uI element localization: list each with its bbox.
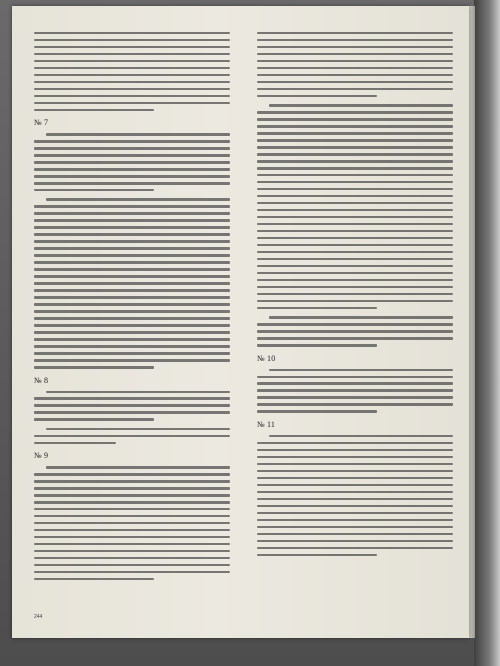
text-line (34, 442, 116, 444)
text-line (46, 133, 230, 135)
text-line (34, 404, 230, 406)
text-line (34, 147, 230, 149)
text-line (257, 389, 453, 391)
paragraph (34, 198, 230, 368)
text-line (34, 88, 230, 90)
text-line (257, 512, 453, 514)
text-line (257, 53, 453, 55)
text-line (46, 466, 230, 468)
text-line (257, 81, 453, 83)
text-line (34, 480, 230, 482)
text-line (257, 330, 453, 332)
text-line (34, 397, 230, 399)
text-line (34, 494, 230, 496)
paragraph (257, 104, 453, 309)
text-line (257, 223, 453, 225)
text-line (257, 67, 453, 69)
paragraph (34, 428, 230, 444)
text-line (269, 435, 453, 437)
text-line (34, 345, 230, 347)
text-line (34, 522, 230, 524)
text-line (46, 391, 230, 393)
text-line (257, 376, 453, 378)
text-line (46, 198, 230, 200)
text-line (34, 168, 230, 170)
text-line (257, 95, 377, 97)
text-line (257, 449, 453, 451)
text-line (257, 403, 453, 405)
text-line (34, 95, 230, 97)
text-line (269, 104, 453, 106)
text-line (257, 337, 453, 339)
text-line (34, 508, 230, 510)
text-line (257, 344, 377, 346)
text-line (257, 484, 453, 486)
left-text-column (34, 32, 230, 622)
text-line (257, 382, 453, 384)
text-section (34, 32, 230, 111)
text-line (269, 316, 453, 318)
text-line (257, 307, 377, 309)
text-line (34, 182, 230, 184)
text-line (257, 463, 453, 465)
text-line (257, 188, 453, 190)
text-line (34, 175, 230, 177)
text-line (34, 219, 230, 221)
text-line (257, 286, 453, 288)
text-line (257, 125, 453, 127)
text-line (257, 279, 453, 281)
text-line (34, 331, 230, 333)
text-line (257, 526, 453, 528)
text-line (34, 247, 230, 249)
text-line (34, 254, 230, 256)
text-section (34, 451, 230, 580)
text-line (257, 74, 453, 76)
text-line (34, 205, 230, 207)
section-number: № 10 (257, 353, 276, 363)
text-line (34, 102, 230, 104)
section-number: № 7 (34, 118, 49, 128)
text-section (257, 354, 453, 413)
text-line (257, 442, 453, 444)
text-line (257, 209, 453, 211)
text-line (257, 181, 453, 183)
text-line (34, 352, 230, 354)
text-line (257, 46, 453, 48)
text-line (34, 189, 154, 191)
text-line (34, 39, 230, 41)
section-number: № 8 (34, 375, 49, 385)
paragraph (257, 369, 453, 413)
text-line (34, 303, 230, 305)
text-line (34, 487, 230, 489)
text-line (34, 60, 230, 62)
text-line (34, 74, 230, 76)
text-line (34, 418, 154, 420)
text-line (257, 519, 453, 521)
text-line (257, 300, 453, 302)
text-line (257, 88, 453, 90)
text-line (257, 533, 453, 535)
text-line (34, 109, 154, 111)
text-section (34, 118, 230, 368)
text-line (257, 477, 453, 479)
text-line (257, 547, 453, 549)
text-line (257, 554, 377, 556)
text-line (257, 60, 453, 62)
text-line (257, 216, 453, 218)
paragraph (257, 316, 453, 346)
text-line (34, 296, 230, 298)
text-line (257, 230, 453, 232)
text-line (257, 32, 453, 34)
text-line (34, 233, 230, 235)
text-line (34, 154, 230, 156)
text-line (34, 536, 230, 538)
text-line (257, 118, 453, 120)
text-line (257, 410, 377, 412)
text-line (257, 195, 453, 197)
text-line (257, 237, 453, 239)
text-line (34, 564, 230, 566)
paragraph (34, 133, 230, 191)
paragraph (34, 466, 230, 580)
text-line (257, 244, 453, 246)
text-line (257, 265, 453, 267)
text-line (34, 282, 230, 284)
text-line (34, 275, 230, 277)
text-line (34, 161, 230, 163)
text-line (34, 550, 230, 552)
text-line (34, 324, 230, 326)
text-line (34, 289, 230, 291)
text-line (257, 111, 453, 113)
text-line (34, 515, 230, 517)
text-line (34, 317, 230, 319)
text-line (257, 202, 453, 204)
text-line (34, 529, 230, 531)
text-line (34, 212, 230, 214)
paragraph (34, 32, 230, 111)
text-line (34, 501, 230, 503)
book-page (12, 6, 469, 638)
text-line (257, 258, 453, 260)
text-line (34, 366, 154, 368)
text-line (34, 140, 230, 142)
text-line (257, 470, 453, 472)
text-line (34, 411, 230, 413)
text-line (34, 268, 230, 270)
text-line (257, 153, 453, 155)
text-line (257, 139, 453, 141)
page-edge (469, 6, 475, 638)
text-line (257, 396, 453, 398)
text-line (34, 32, 230, 34)
text-line (34, 67, 230, 69)
text-line (257, 160, 453, 162)
text-section (257, 420, 453, 556)
text-line (34, 338, 230, 340)
paragraph (257, 32, 453, 97)
text-line (257, 498, 453, 500)
text-line (257, 323, 453, 325)
text-line (34, 435, 230, 437)
paragraph (34, 391, 230, 421)
text-line (34, 81, 230, 83)
text-section (257, 32, 453, 347)
text-line (34, 557, 230, 559)
text-line (34, 240, 230, 242)
text-line (257, 456, 453, 458)
text-line (257, 540, 453, 542)
text-line (34, 261, 230, 263)
text-line (34, 53, 230, 55)
text-line (34, 226, 230, 228)
paragraph (257, 435, 453, 556)
text-line (257, 174, 453, 176)
right-text-column (257, 32, 453, 622)
text-line (257, 39, 453, 41)
text-line (34, 543, 230, 545)
text-line (34, 359, 230, 361)
text-line (34, 578, 154, 580)
text-line (257, 132, 453, 134)
text-section (34, 376, 230, 445)
text-line (34, 473, 230, 475)
text-line (269, 369, 453, 371)
text-line (46, 428, 230, 430)
section-number: № 11 (257, 419, 276, 429)
book-spine (474, 0, 500, 666)
text-line (34, 571, 230, 573)
section-number: № 9 (34, 451, 49, 461)
text-line (34, 46, 230, 48)
text-line (257, 272, 453, 274)
page-number: 244 (34, 614, 43, 620)
text-line (257, 293, 453, 295)
text-line (34, 310, 230, 312)
text-line (257, 505, 453, 507)
text-line (257, 251, 453, 253)
text-line (257, 491, 453, 493)
text-line (257, 146, 453, 148)
text-line (257, 167, 453, 169)
